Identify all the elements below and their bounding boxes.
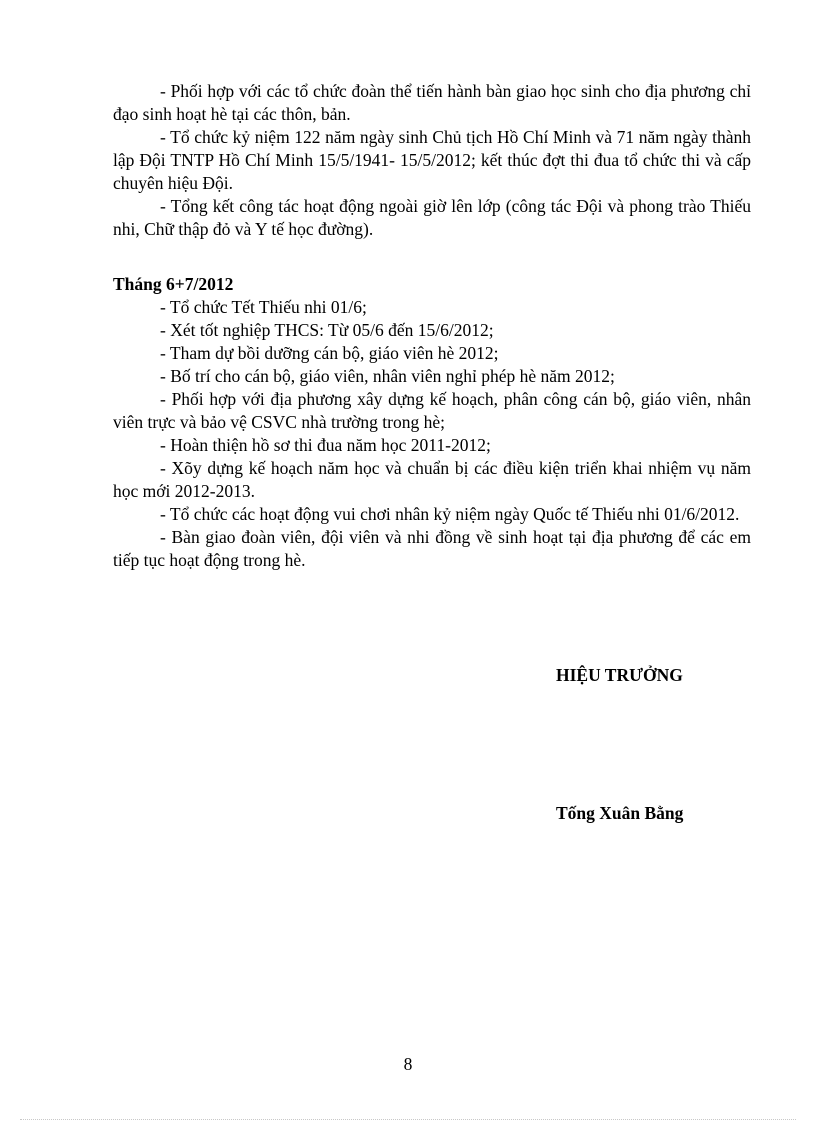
section-spacer xyxy=(113,241,751,273)
list-item: - Tổng kết công tác hoạt động ngoài giờ lên lớp (công tác Đội và phong trào Thiếu nhi, Chữ thập đỏ và Y tế học đường). xyxy=(113,196,751,239)
page-bottom-divider xyxy=(20,1119,796,1120)
page-number: 8 xyxy=(403,1054,413,1074)
document-body xyxy=(113,80,751,572)
signature-name: Tống Xuân Bằng xyxy=(556,803,684,823)
list-item: - Phối hợp với địa phương xây dựng kế hoạch, phân công cán bộ, giáo viên, nhân viên trực và bảo vệ CSVC nhà trường trong hè; xyxy=(113,389,751,432)
section-heading: Tháng 6+7/2012 xyxy=(113,274,234,294)
list-item: - Xét tốt nghiệp THCS: Từ 05/6 đến 15/6/2012; xyxy=(160,320,494,340)
list-item: - Bố trí cho cán bộ, giáo viên, nhân viên nghỉ phép hè năm 2012; xyxy=(160,366,615,386)
list-item: - Hoàn thiện hồ sơ thi đua năm học 2011-2012; xyxy=(160,435,491,455)
list-item: - Tổ chức Tết Thiếu nhi 01/6; xyxy=(160,297,367,317)
list-item: - Tham dự bồi dưỡng cán bộ, giáo viên hè 2012; xyxy=(160,343,499,363)
list-item: - Tổ chức các hoạt động vui chơi nhân kỷ niệm ngày Quốc tế Thiếu nhi 01/6/2012. xyxy=(160,504,740,524)
list-item: - Xõy dựng kế hoạch năm học và chuẩn bị các điều kiện triển khai nhiệm vụ năm học mới 2012-2013. xyxy=(113,458,751,501)
list-item: - Phối hợp với các tổ chức đoàn thể tiến hành bàn giao học sinh cho địa phương chỉ đạo sinh hoạt hè tại các thôn, bản. xyxy=(113,81,751,124)
list-item: - Tổ chức kỷ niệm 122 năm ngày sinh Chủ tịch Hồ Chí Minh và 71 năm ngày thành lập Đội TNTP Hồ Chí Minh 15/5/1941- 15/5/2012; kết thúc đợt thi đua tổ chức thi và cấp chuyên hiệu Đội. xyxy=(113,127,751,193)
signature-title: HIỆU TRƯỞNG xyxy=(556,665,683,685)
list-item: - Bàn giao đoàn viên, đội viên và nhi đồng về sinh hoạt tại địa phương để các em tiếp tục hoạt động trong hè. xyxy=(113,527,751,570)
